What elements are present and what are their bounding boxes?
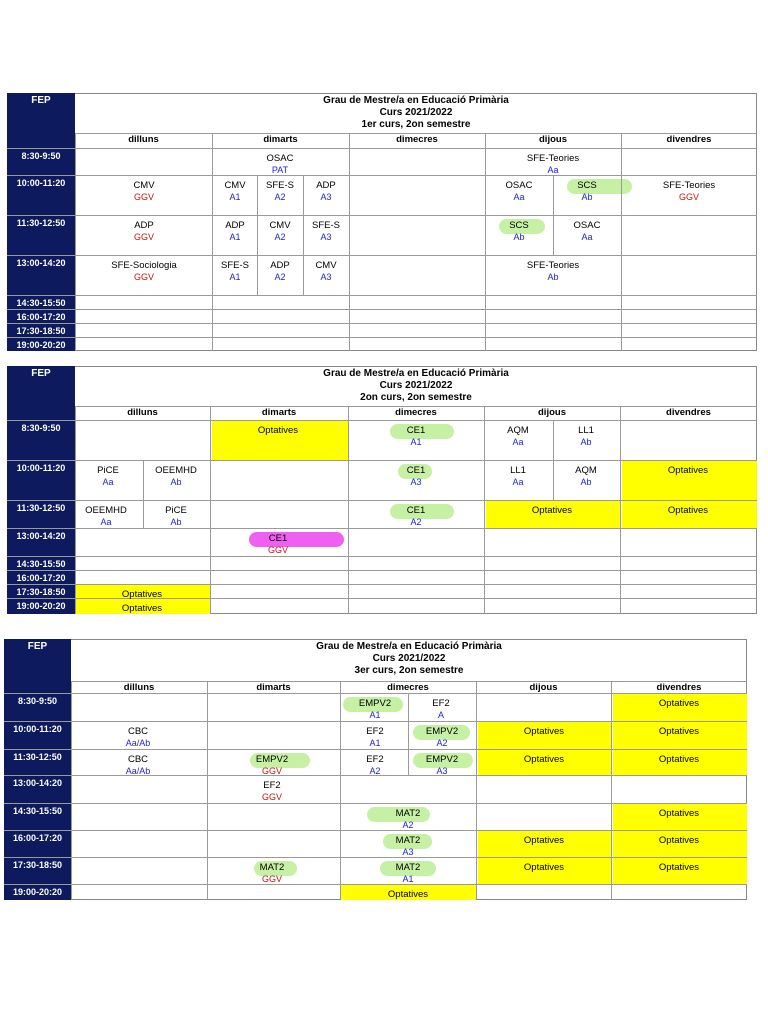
day-header: dilluns xyxy=(128,134,159,145)
group-code: PAT xyxy=(271,165,289,175)
group-code: A3 xyxy=(436,766,448,776)
subject-code: Optatives xyxy=(121,603,163,614)
time-slot: 10:00-11:20 xyxy=(13,724,62,734)
group-code: GGV xyxy=(133,192,154,202)
subject-code: OSAC xyxy=(266,153,294,164)
subject-code: ADP xyxy=(316,180,336,191)
group-code: A1 xyxy=(402,874,414,884)
group-code: Ab xyxy=(513,232,525,242)
subject-code: AQM xyxy=(507,425,529,436)
academic-year: Curs 2021/2022 xyxy=(372,653,446,664)
time-slot: 11:30-12:50 xyxy=(16,503,66,513)
time-slot: 11:30-12:50 xyxy=(16,218,66,228)
time-slot: 16:00-17:20 xyxy=(16,573,66,583)
row-divider xyxy=(7,528,757,529)
time-slot: 17:30-18:50 xyxy=(12,860,63,870)
subject-code: EF2 xyxy=(366,726,384,737)
group-code: Aa xyxy=(100,517,112,527)
time-slot: 19:00-20:20 xyxy=(16,601,66,611)
row-divider xyxy=(7,255,757,256)
time-slot: 17:30-18:50 xyxy=(16,587,66,597)
time-slot: 17:30-18:50 xyxy=(16,326,66,336)
row-divider xyxy=(4,721,747,722)
group-code: Aa xyxy=(547,165,559,175)
subject-code: SFE-S xyxy=(221,260,249,271)
subject-code: Optatives xyxy=(257,425,299,436)
group-code: Ab xyxy=(547,272,559,282)
subject-code: MAT2 xyxy=(259,862,285,873)
subject-code: OSAC xyxy=(505,180,533,191)
group-code: Ab xyxy=(170,517,182,527)
time-slot: 8:30-9:50 xyxy=(21,423,61,433)
subject-code: Optatives xyxy=(531,505,573,516)
row-divider xyxy=(7,148,757,149)
subject-code: SFE-Sociologia xyxy=(111,260,177,271)
time-slot: 16:00-17:20 xyxy=(16,312,66,322)
time-slot: 14:30-15:50 xyxy=(16,559,66,569)
subject-code: Optatives xyxy=(523,726,565,737)
group-code: GGV xyxy=(133,272,154,282)
time-slot: 13:00-14:20 xyxy=(16,258,66,268)
subject-code: Optatives xyxy=(658,808,700,819)
subject-code: ADP xyxy=(270,260,290,271)
subject-code: ADP xyxy=(134,220,154,231)
column-divider xyxy=(611,681,612,900)
group-code: A2 xyxy=(274,192,286,202)
subject-code: AQM xyxy=(575,465,597,476)
group-code: Aa/Ab xyxy=(125,766,151,776)
group-code: A1 xyxy=(369,710,381,720)
subject-code: Optatives xyxy=(658,835,700,846)
group-code: Aa xyxy=(512,437,524,447)
time-slot: 14:30-15:50 xyxy=(12,806,63,816)
subject-code: SCS xyxy=(509,220,529,231)
group-code: GGV xyxy=(261,766,282,776)
degree-title: Grau de Mestre/a en Educació Primària xyxy=(323,95,509,106)
day-header: dimecres xyxy=(395,407,437,418)
subject-code: CE1 xyxy=(406,425,426,436)
fep-label: FEP xyxy=(31,368,51,379)
day-header: dimecres xyxy=(396,134,438,145)
subject-code: OEEMHD xyxy=(85,505,127,516)
subject-code: Optatives xyxy=(658,726,700,737)
subject-code: MAT2 xyxy=(395,862,421,873)
academic-year: Curs 2021/2022 xyxy=(379,107,453,118)
row-divider xyxy=(7,323,757,324)
group-code: A1 xyxy=(410,437,422,447)
group-code: GGV xyxy=(678,192,699,202)
subject-code: EMPV2 xyxy=(425,726,459,737)
group-code: GGV xyxy=(267,545,288,555)
group-code: A3 xyxy=(410,477,422,487)
subject-code: SFE-Teories xyxy=(526,153,580,164)
group-code: Aa/Ab xyxy=(125,738,151,748)
subject-code: CMV xyxy=(315,260,337,271)
day-header: divendres xyxy=(666,407,711,418)
subject-code: Optatives xyxy=(667,505,709,516)
subject-code: OEEMHD xyxy=(155,465,197,476)
subject-code: Optatives xyxy=(658,698,700,709)
time-slot: 13:00-14:20 xyxy=(12,778,63,788)
subject-code: CBC xyxy=(127,754,149,765)
row-divider xyxy=(7,337,757,338)
group-code: A xyxy=(437,710,444,720)
group-code: GGV xyxy=(261,792,282,802)
degree-title: Grau de Mestre/a en Educació Primària xyxy=(316,641,502,652)
course-semester: 2on curs, 2on semestre xyxy=(360,392,472,403)
subject-code: PiCE xyxy=(165,505,187,516)
subject-code: Optatives xyxy=(523,835,565,846)
day-header: dimecres xyxy=(387,682,429,693)
time-slot: 14:30-15:50 xyxy=(16,298,66,308)
group-code: A3 xyxy=(320,272,332,282)
subject-code: Optatives xyxy=(658,754,700,765)
academic-year: Curs 2021/2022 xyxy=(379,380,453,391)
time-slot: 19:00-20:20 xyxy=(16,340,66,350)
group-code: A1 xyxy=(229,232,241,242)
day-header: divendres xyxy=(666,134,712,145)
day-header: dilluns xyxy=(123,682,155,693)
subject-code: CMV xyxy=(133,180,155,191)
group-code: Aa xyxy=(513,192,525,202)
subject-code: ADP xyxy=(225,220,245,231)
group-code: Aa xyxy=(512,477,524,487)
subject-code: MAT2 xyxy=(395,835,421,846)
subject-code: EMPV2 xyxy=(255,754,289,765)
group-code: Ab xyxy=(580,477,592,487)
fep-label: FEP xyxy=(31,95,51,106)
day-header: dimarts xyxy=(256,682,291,693)
day-header: dilluns xyxy=(127,407,158,418)
subject-code: SFE-S xyxy=(312,220,340,231)
subject-code: OSAC xyxy=(573,220,601,231)
subject-code: SCS xyxy=(577,180,597,191)
subject-code: EF2 xyxy=(366,754,384,765)
column-divider xyxy=(75,133,76,351)
time-slot: 8:30-9:50 xyxy=(17,696,58,706)
column-divider xyxy=(348,406,349,614)
row-divider xyxy=(4,693,747,694)
row-divider xyxy=(7,215,757,216)
subject-code: EF2 xyxy=(432,698,450,709)
subject-code: Optatives xyxy=(387,889,429,900)
day-header: dijous xyxy=(529,682,558,693)
subject-code: LL1 xyxy=(578,425,594,436)
row-divider xyxy=(7,420,757,421)
subject-code: Optatives xyxy=(658,862,700,873)
time-slot: 10:00-11:20 xyxy=(16,463,66,473)
subject-code: SFE-Teories xyxy=(526,260,580,271)
group-code: A1 xyxy=(229,192,241,202)
subject-code: Optatives xyxy=(121,589,163,600)
group-code: A3 xyxy=(320,192,332,202)
day-header: divendres xyxy=(656,682,702,693)
column-divider xyxy=(207,681,208,900)
day-header: dijous xyxy=(539,134,567,145)
group-code: Ab xyxy=(581,192,593,202)
group-code: Ab xyxy=(580,437,592,447)
course-semester: 3er curs, 2on semestre xyxy=(354,665,464,676)
group-code: A1 xyxy=(229,272,241,282)
group-code: GGV xyxy=(133,232,154,242)
subject-code: LL1 xyxy=(510,465,526,476)
row-divider xyxy=(7,500,757,501)
group-code: GGV xyxy=(261,874,282,884)
fep-label: FEP xyxy=(27,641,48,652)
row-divider xyxy=(4,749,747,750)
course-semester: 1er curs, 2on semestre xyxy=(361,119,471,130)
time-slot: 8:30-9:50 xyxy=(21,151,61,161)
row-divider xyxy=(7,295,757,296)
subject-code: CE1 xyxy=(406,505,426,516)
group-code: A3 xyxy=(402,847,414,857)
group-code: A1 xyxy=(369,738,381,748)
row-divider xyxy=(7,175,757,176)
day-header: dijous xyxy=(538,407,566,418)
subject-code: CMV xyxy=(269,220,291,231)
group-code: A2 xyxy=(369,766,381,776)
subject-code: CMV xyxy=(224,180,246,191)
subject-code: MAT2 xyxy=(395,808,421,819)
subject-code: EMPV2 xyxy=(425,754,459,765)
group-code: A2 xyxy=(274,232,286,242)
subject-code: SFE-S xyxy=(266,180,294,191)
day-header: dimarts xyxy=(261,407,297,418)
group-code: A2 xyxy=(402,820,414,830)
group-code: Aa xyxy=(581,232,593,242)
group-code: A3 xyxy=(320,232,332,242)
group-code: A2 xyxy=(410,517,422,527)
subject-code: SFE-Teories xyxy=(662,180,716,191)
group-code: Ab xyxy=(170,477,182,487)
row-divider xyxy=(7,584,757,585)
column-divider xyxy=(71,681,72,900)
row-divider xyxy=(7,309,757,310)
degree-title: Grau de Mestre/a en Educació Primària xyxy=(323,368,509,379)
time-slot: 16:00-17:20 xyxy=(12,833,63,843)
subject-code: CE1 xyxy=(406,465,426,476)
subject-code: Optatives xyxy=(523,862,565,873)
row-divider xyxy=(7,556,757,557)
subject-code: EF2 xyxy=(263,780,281,791)
row-divider xyxy=(4,803,747,804)
time-slot: 19:00-20:20 xyxy=(12,887,63,897)
subject-code: Optatives xyxy=(523,754,565,765)
time-slot: 11:30-12:50 xyxy=(13,752,62,762)
row-divider xyxy=(7,570,757,571)
subject-code: PiCE xyxy=(97,465,119,476)
subject-code: CE1 xyxy=(268,533,288,544)
day-header: dimarts xyxy=(263,134,298,145)
row-divider xyxy=(7,460,757,461)
time-slot: 10:00-11:20 xyxy=(16,178,66,188)
time-slot: 13:00-14:20 xyxy=(16,531,66,541)
group-code: Aa xyxy=(102,477,114,487)
group-code: A2 xyxy=(436,738,448,748)
group-code: A2 xyxy=(274,272,286,282)
subject-code: CBC xyxy=(127,726,149,737)
subject-code: Optatives xyxy=(667,465,709,476)
subject-code: EMPV2 xyxy=(358,698,392,709)
